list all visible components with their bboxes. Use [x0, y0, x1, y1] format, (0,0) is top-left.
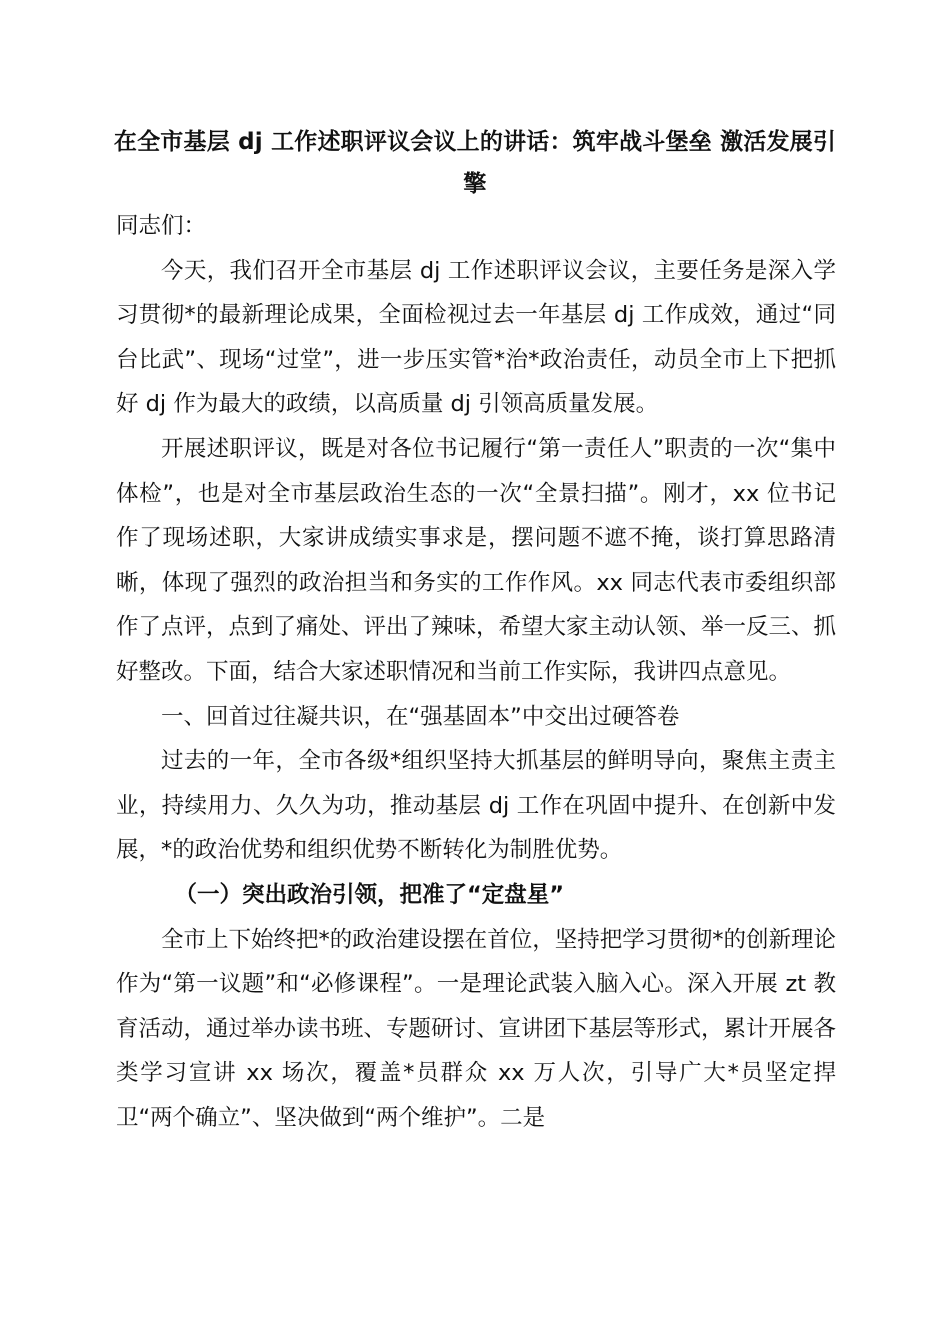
salutation: 同志们：	[116, 213, 207, 239]
paragraph-intro: 今天，我们召开全市基层 dj 工作述职评议会议，主要任务是深入学习贯彻*的最新理论成果，全面检视过去一年基层 dj 工作成效，通过“同台比武”、现场“过堂”，进一步压实管*治*政治责任，动员全市上下把抓好 dj 作为最大的政绩，以高质量 dj 引领高质量发展。	[116, 257, 836, 418]
document-body	[116, 204, 836, 1140]
subheading-political-guidance: （一）突出政治引领，把准了“定盘星”	[174, 881, 565, 908]
paragraph-review: 开展述职评议，既是对各位书记履行“第一责任人”职责的一次“集中体检”，也是对全市基层政治生态的一次“全景扫描”。刚才，xx 位书记作了现场述职，大家讲成绩实事求是，摆问题不遮不掩，谈打算思路清晰，体现了强烈的政治担当和务实的工作作风。xx 同志代表市委组织部作了点评，点到了痛处、评出了辣味，希望大家主动认领、举一反三、抓好整改。下面，结合大家述职情况和当前工作实际，我讲四点意见。	[116, 435, 837, 685]
paragraph-political-building: 全市上下始终把*的政治建设摆在首位，坚持把学习贯彻*的创新理论作为“第一议题”和“必修课程”。一是理论武装入脑入心。深入开展 zt 教育活动，通过举办读书班、专题研讨、宣讲团下基层等形式，累计开展各类学习宣讲 xx 场次，覆盖*员群众 xx 万人次，引导广大*员坚定捍卫“两个确立”、坚决做到“两个维护”。二是	[116, 926, 837, 1131]
section-heading-one: 一、回首过往凝共识，在“强基固本”中交出过硬答卷	[161, 703, 680, 730]
paragraph-past-year: 过去的一年，全市各级*组织坚持大抓基层的鲜明导向，聚焦主责主业，持续用力、久久为功，推动基层 dj 工作在巩固中提升、在创新中发展，*的政治优势和组织优势不断转化为制胜优势。	[116, 748, 836, 864]
document-title: 在全市基层 dj 工作述职评议会议上的讲话：筑牢战斗堡垒 激活发展引擎	[113, 129, 837, 197]
